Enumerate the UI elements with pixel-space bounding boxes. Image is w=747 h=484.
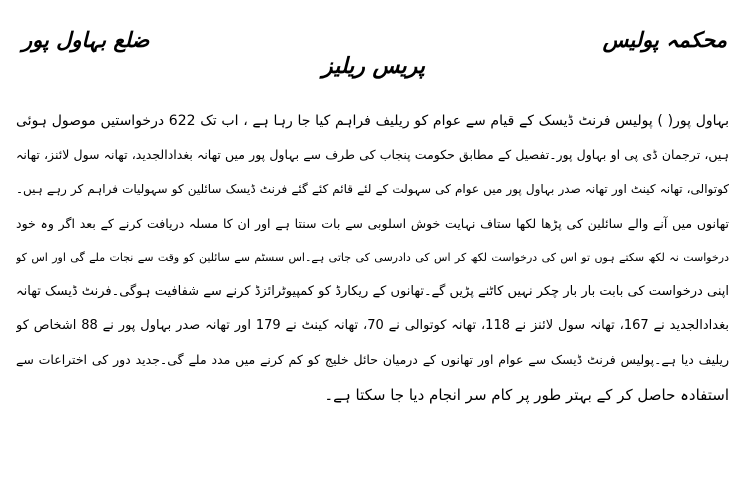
body-line: درخواست نہ لکھ سکتے ہوں تو اس کی درخواست لکھ کر اس کی دادرسی کی جاتی ہے۔اس سسٹم سے سائلین کو وقت سے نجات ملے گی اور اس کو — [16, 250, 729, 264]
body-line: بغدادالجدید نے 167، تھانہ سول لائنز نے 118، تھانہ کوتوالی نے 70، تھانہ کینٹ نے 179 اور تھانہ صدر بہاول پور نے 88 اشخاص کو — [16, 318, 729, 334]
body-line: استفادہ حاصل کر کے بہتر طور پر کام سر انجام دیا جا سکتا ہے۔ — [324, 385, 729, 404]
district-heading: ضلع بہاول پور — [22, 28, 150, 52]
body-line: کوتوالی، تھانہ کینٹ اور تھانہ صدر بہاول پور میں عوام کی سہولت کے لئے قائم کئے گئے فرنٹ ڈیسک سائلین کو سہولیات فراہم کر رہے ہیں۔ — [16, 182, 729, 197]
body-line: ریلیف دیا ہے۔پولیس فرنٹ ڈیسک سے عوام اور تھانوں کے درمیان حائل خلیج کو کم کرنے میں مدد ملے گی۔جدید دور کی اختراعات سے — [16, 352, 729, 368]
body-line: ہیں، ترجمان ڈی پی او بہاول پور۔تفصیل کے مطابق حکومت پنجاب کی طرف سے بہاول پور میں تھانہ بغدادالجدید، تھانہ سول لائنز، تھانہ — [16, 147, 729, 163]
body-line: اپنی درخواست کی بابت بار بار چکر نہیں کاٹنے پڑیں گے۔تھانوں کے ریکارڈ کو کمپیوٹرائزڈ کرنے سے شفافیت ہوگی۔فرنٹ ڈیسک تھانہ — [16, 283, 729, 299]
press-release-body — [16, 104, 729, 412]
document-title: پریس ریلیز — [322, 54, 425, 79]
department-heading: محکمہ پولیس — [602, 28, 727, 52]
body-line: بہاول پور( ) پولیس فرنٹ ڈیسک کے قیام سے عوام کو ریلیف فراہم کیا جا رہا ہے ، اب تک 622 درخواستیں موصول ہوئی — [16, 113, 729, 129]
body-line: تھانوں میں آنے والے سائلین کی پڑھا لکھا ستاف نہایت خوش اسلوبی سے بات سنتا ہے اور ان کا مسلہ دریافت کرنے کے بعد اگر وہ خود — [16, 215, 729, 231]
